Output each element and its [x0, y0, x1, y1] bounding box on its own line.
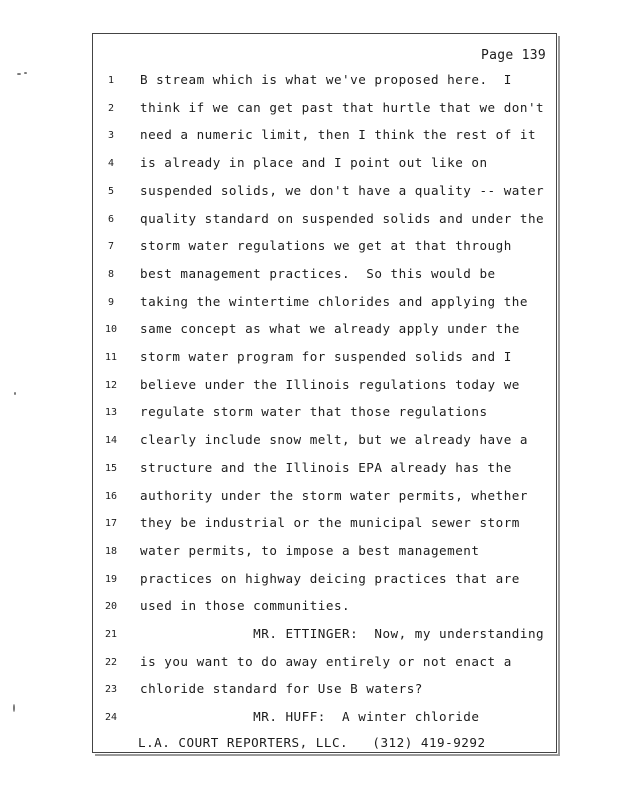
- transcript-line: [93, 321, 558, 341]
- transcript-line: [93, 681, 558, 701]
- line-text: is already in place and I point out like on: [140, 155, 488, 171]
- line-text: quality standard on suspended solids and under the: [140, 210, 545, 226]
- transcript-line: [93, 377, 558, 397]
- line-number: 2: [107, 102, 115, 114]
- line-number: 20: [104, 601, 118, 613]
- transcript-line: [93, 488, 558, 508]
- court-reporter-footer: L.A. COURT REPORTERS, LLC. (312) 419-9292: [138, 735, 486, 750]
- transcript-line: [93, 432, 558, 452]
- transcript-line: [93, 515, 558, 535]
- line-text: MR. ETTINGER: Now, my understanding: [140, 626, 545, 641]
- transcript-line: [93, 294, 558, 314]
- line-number: 8: [107, 268, 115, 280]
- transcript-line: [93, 266, 558, 286]
- line-number: 16: [104, 490, 118, 502]
- transcript-line: [93, 211, 558, 231]
- line-number: 6: [107, 213, 115, 225]
- line-number: 15: [104, 462, 118, 474]
- transcript-line: [93, 349, 558, 369]
- transcript-line: [93, 598, 558, 618]
- line-text: clearly include snow melt, but we already have a: [140, 432, 528, 448]
- line-text: practices on highway deicing practices that are: [140, 570, 520, 586]
- page-number: Page 139: [480, 48, 546, 63]
- transcript-line: [93, 155, 558, 175]
- transcript-line: [93, 543, 558, 563]
- transcript-line: [93, 127, 558, 147]
- line-text: same concept as what we already apply under the: [140, 321, 520, 337]
- transcript-page: [92, 33, 557, 753]
- line-text: is you want to do away entirely or not enact a: [140, 653, 512, 669]
- line-text: used in those communities.: [140, 598, 351, 614]
- line-number: 4: [107, 158, 115, 170]
- line-number: 14: [104, 435, 118, 447]
- line-number: 24: [104, 712, 118, 724]
- transcript-line: [93, 100, 558, 120]
- line-text: believe under the Illinois regulations today we: [140, 376, 520, 392]
- transcript-line: [93, 460, 558, 480]
- line-number: 3: [107, 130, 115, 142]
- transcript-line: [93, 238, 558, 258]
- scan-speck: [13, 704, 15, 712]
- transcript-line: [93, 571, 558, 591]
- line-text: B stream which is what we've proposed here. I: [140, 72, 512, 87]
- line-number: 7: [107, 241, 115, 253]
- scan-speck: [17, 73, 21, 75]
- line-number: 10: [104, 324, 118, 336]
- line-text: storm water program for suspended solids and I: [140, 349, 512, 364]
- line-number: 11: [104, 352, 118, 363]
- line-number: 13: [104, 407, 118, 419]
- transcript-line: [93, 654, 558, 674]
- line-text: storm water regulations we get at that through: [140, 238, 512, 254]
- line-number: 1: [107, 75, 115, 86]
- scan-speck: [24, 72, 27, 74]
- line-number: 18: [104, 545, 118, 557]
- line-text: chloride standard for Use B waters?: [140, 681, 423, 697]
- line-text: structure and the Illinois EPA already has the: [140, 459, 512, 475]
- line-text: regulate storm water that those regulations: [140, 404, 488, 420]
- line-number: 12: [104, 379, 118, 391]
- line-text: need a numeric limit, then I think the rest of it: [140, 127, 537, 143]
- transcript-line: [93, 626, 558, 646]
- line-text: MR. HUFF: A winter chloride: [140, 709, 480, 725]
- line-text: water permits, to impose a best management: [140, 542, 480, 558]
- line-number: 9: [107, 296, 115, 308]
- transcript-line: [93, 404, 558, 424]
- line-number: 17: [104, 518, 118, 530]
- line-text: best management practices. So this would be: [140, 265, 496, 281]
- line-number: 5: [107, 185, 115, 197]
- transcript-line: [93, 709, 558, 729]
- line-number: 21: [104, 629, 118, 640]
- line-number: 19: [104, 573, 118, 585]
- scan-speck: [14, 392, 16, 395]
- line-text: think if we can get past that hurtle that we don't: [140, 99, 545, 115]
- transcript-line: [93, 183, 558, 203]
- line-text: suspended solids, we don't have a quality -- water: [140, 182, 545, 198]
- line-text: taking the wintertime chlorides and applying the: [140, 293, 528, 309]
- line-number: 23: [104, 684, 118, 696]
- line-number: 22: [104, 656, 118, 668]
- transcript-line: [93, 72, 558, 92]
- line-text: authority under the storm water permits, whether: [140, 487, 528, 503]
- line-text: they be industrial or the municipal sewer storm: [140, 515, 520, 531]
